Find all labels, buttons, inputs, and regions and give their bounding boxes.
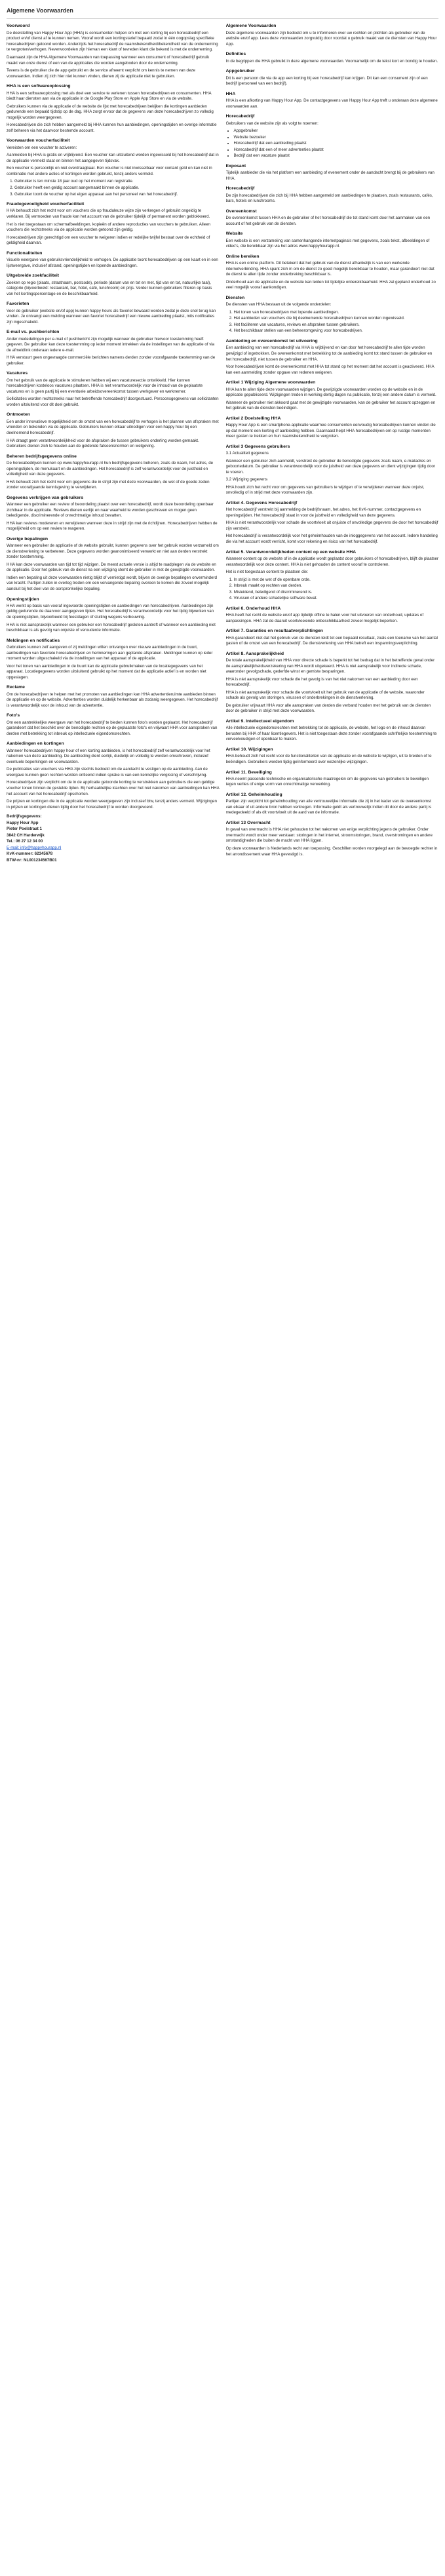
section-heading: Horecabedrijf bbox=[225, 186, 255, 191]
paragraph: Om een aantrekkelijke weergave van het horecabedrijf te bieden kunnen foto's worden geplaatst. Het horecabedrijf garandeert dat het beschikt over de benodigde rechten op de geplaatste foto's en vrijwaart HHA voor aanspraken van derden met betrekking tot inbreuk op intellectuele eigendomsrechten. bbox=[7, 720, 218, 736]
section bbox=[226, 163, 439, 182]
section-heading: Voorwoord bbox=[7, 24, 30, 29]
paragraph: Alle intellectuele eigendomsrechten met betrekking tot de applicatie, de website, het logo en de inhoud daarvan berusten bij HHA of haar licentiegevers. Het is niet toegestaan deze zonder voorafgaande schriftelijke toestemming te verveelvoudigen of openbaar te maken. bbox=[225, 726, 437, 742]
paragraph: HHA behoudt zich het recht voor om vouchers die op frauduleuze wijze zijn verkregen of gebruikt ongeldig te verklaren. Bij vermoeden van fraude kan het account van de gebruiker tijdelijk of permanent worden geblokkeerd. bbox=[7, 208, 210, 220]
section bbox=[226, 380, 439, 412]
paragraph: HHA is niet verantwoordelijk voor schade die voortvloeit uit onjuiste of onvolledige gegevens die door het horecabedrijf zijn verstrekt. bbox=[225, 520, 438, 531]
list-item: 2. Het aanbieden van vouchers die bij deelnemende horecabedrijven kunnen worden ingewisseld. bbox=[234, 316, 439, 322]
section-heading: Openingstijden bbox=[7, 596, 39, 602]
list-item: 1. Het tonen van horecabedrijven met lopende aanbiedingen. bbox=[234, 310, 439, 316]
paragraph: Deze algemene voorwaarden zijn bedoeld om u te informeren over uw rechten en plichten als gebruiker van de website en/of app. Lees deze voorwaarden zorgvuldig door voordat u gebruik maakt van de diensten van Happy Hour App. bbox=[225, 30, 437, 47]
section bbox=[226, 231, 439, 249]
company-detail-line: Happy Hour App bbox=[7, 820, 39, 825]
paragraph: In de begrippen die HHA gebruikt in deze algemene voorwaarden. Voornamelijk om de tekst kort en bondig te houden. bbox=[225, 58, 438, 64]
content-columns bbox=[7, 23, 438, 867]
section-heading: Favorieten bbox=[7, 302, 29, 307]
section-heading: E-mail vs. pushberichten bbox=[7, 330, 60, 335]
section bbox=[226, 68, 439, 87]
section bbox=[226, 747, 439, 765]
paragraph: Het horecabedrijf is verantwoordelijk voor het geheimhouden van de inloggegevens van het account. Iedere handeling die via het account wordt verricht, komt voor rekening en risico van het horecabedrijf. bbox=[225, 534, 438, 545]
list-item: 4. Virussen of andere schadelijke software bevat. bbox=[234, 596, 439, 602]
paragraph: Horecabedrijven zijn verplicht om de in de applicatie getoonde korting te verstrekken aan gebruikers die een geldige voucher tonen binnen de gestelde tijden. Bij herhaaldelijke klachten over het niet nakomen van aanbiedingen kan HHA het account van het horecabedrijf opschorten. bbox=[7, 780, 220, 796]
section bbox=[226, 51, 439, 64]
section bbox=[226, 295, 439, 334]
list-item: 2. Inbreuk maakt op rechten van derden. bbox=[234, 583, 439, 589]
list-item: • Bedrijf dat een vacature plaatst bbox=[234, 153, 439, 159]
section-heading: Overige bepalingen bbox=[7, 536, 48, 541]
paragraph: In geval van overmacht is HHA niet gehouden tot het nakomen van enige verplichting jegens de gebruiker. Onder overmacht wordt onder meer verstaan: storingen in het internet, stroomstoringen, brand, overstromingen en andere omstandigheden die buiten de macht van HHA liggen. bbox=[225, 827, 433, 844]
section bbox=[226, 820, 439, 857]
left-column bbox=[7, 23, 220, 867]
section-heading: Voorwaarden voucherfaciliteit bbox=[7, 138, 70, 144]
paragraph: De horecabedrijven kunnen op www.happyhourapp.nl hun bedrijfsgegevens beheren, zoals de naam, het adres, de openingstijden, de menukaart en de aanbiedingen. Het horecabedrijf is zelf verantwoordelijk voor de juistheid en volledigheid van deze gegevens. bbox=[7, 460, 214, 477]
paragraph: HHA verstuurt geen ongevraagde commerciële berichten namens derden zonder voorafgaande toestemming van de gebruiker. bbox=[7, 355, 216, 366]
paragraph: Zoeken op regio (plaats, straatnaam, postcode), periode (datum van en tot en met, tijd van en tot, natuurlijke taal), categorie (bijvoorbeeld: restaurant, bar, hotel, café, lunchroom) en prijs. Verder kunnen gebruikers filteren op basis van het kortingspercentage en de beschikbaarheid. bbox=[7, 280, 212, 296]
paragraph: De publicaties van vouchers via HHA zijn slechts bedoeld om de aandacht te vestigen op de aanbieding. Aan de weergave kunnen geen rechten worden ontleend indien sprake is van een kennelijke vergissing of verschrijving. bbox=[7, 767, 208, 777]
paragraph: HHA kan te allen tijde deze voorwaarden wijzigen. De gewijzigde voorwaarden worden op de website en in de applicatie gepubliceerd. Wijzigingen treden in werking dertig dagen na publicatie, tenzij een andere datum is vermeld. bbox=[225, 387, 436, 398]
paragraph: Ander mededelingen per e-mail of pushbericht zijn mogelijk wanneer de gebruiker hiervoor toestemming heeft gegeven. De gebruiker kan deze toestemming op ieder moment intrekken via de instellingen van de applicatie of via de afmeldlink onderaan iedere e-mail. bbox=[7, 336, 215, 353]
paragraph: Op deze voorwaarden is Nederlands recht van toepassing. Geschillen worden voorgelegd aan de bevoegde rechter in het arrondissement waar HHA gevestigd is. bbox=[225, 846, 438, 857]
paragraph: Gebruikers kunnen via de applicatie of de website de lijst met horecabedrijven bekijken die kortingen aanbieden gedurende een bepaald tijdstip op de dag. HHA zorgt ervoor dat de gegevens van deze horecabedrijven zo volledig mogelijk worden weergegeven. bbox=[7, 104, 214, 120]
paragraph: HHA neemt passende technische en organisatorische maatregelen om de gegevens van gebruikers te beveiligen tegen verlies of enige vorm van onrechtmatige verwerking. bbox=[225, 776, 429, 787]
list-item: • Horecabedrijf dat een aanbieding plaatst bbox=[234, 141, 439, 147]
section-heading: Artikel 4. Gegevens Horecabedrijf bbox=[225, 500, 298, 505]
section-heading: Diensten bbox=[225, 295, 245, 300]
section-heading: Exposant bbox=[225, 163, 246, 168]
section bbox=[226, 91, 439, 109]
company-detail-line: Pieter Poelstraat 1 bbox=[7, 827, 42, 832]
section bbox=[226, 338, 439, 376]
paragraph: Onderhoud aan de applicatie en de website kan leiden tot tijdelijke onbereikbaarheid. HHA zal gepland onderhoud zo veel mogelijk vooraf aankondigen. bbox=[225, 279, 436, 290]
section-heading: Beheren bedrijfsgegevens online bbox=[7, 454, 77, 459]
paragraph: Tevens is de gebruiker die de app gebruikt en de service afneemt verplicht om kennis te nemen van deze voorwaarden. Indien zij zich hier niet kunnen vinden, dienen zij de applicatie niet te gebruiken. bbox=[7, 68, 195, 79]
section bbox=[7, 412, 220, 449]
paragraph: De diensten van HHA bestaan uit de volgende onderdelen: bbox=[225, 302, 332, 307]
section-heading: HHA bbox=[225, 91, 236, 96]
paragraph: Indien een bepaling uit deze voorwaarden nietig blijkt of vernietigd wordt, blijven de overige bepalingen onverminderd van kracht. Partijen zullen in overleg treden om een vervangende bepaling overeen te komen die zoveel mogelijk aansluit bij het doel van de oorspronkelijke bepaling. bbox=[7, 575, 217, 592]
paragraph: De overeenkomst tussen HHA en de gebruiker of het horecabedrijf die tot stand komt door het aanmaken van een account of het gebruik van de diensten. bbox=[225, 216, 431, 226]
paragraph: HHA is niet aansprakelijk wanneer een gebruiker een horecabedrijf gesloten aantreft of wanneer een aanbieding niet beschikbaar is als gevolg van onjuiste of verouderde informatie. bbox=[7, 622, 216, 633]
section bbox=[226, 254, 439, 291]
paragraph: 3.2 Wijziging gegevens bbox=[225, 477, 268, 482]
section-heading: Overeenkomst bbox=[225, 208, 257, 214]
section bbox=[226, 606, 439, 624]
section-heading: Artikel 2 Doelstelling HHA bbox=[225, 416, 281, 421]
paragraph: Het is niet toegestaan om schermafbeeldingen, kopieën of andere reproducties van vouchers te gebruiken. Alleen vouchers die rechtstreeks via de applicatie worden getoond zijn geldig. bbox=[7, 222, 210, 233]
paragraph: HHA behoudt zich het recht voor om gegevens die in strijd zijn met deze voorwaarden, de wet of de goede zeden zonder voorafgaande kennisgeving te verwijderen. bbox=[7, 479, 210, 490]
section-heading: Meldingen en notificaties bbox=[7, 638, 60, 643]
section-heading: Artikel 8. Aansprakelijkheid bbox=[225, 651, 284, 656]
paragraph: Wanneer content op de website of in de applicatie wordt geplaatst door gebruikers of horecabedrijven, blijft de plaatser verantwoordelijk voor deze content. HHA is niet gehouden de content vooraf te controleren. bbox=[225, 556, 438, 567]
section bbox=[7, 596, 220, 634]
section bbox=[7, 250, 220, 269]
section bbox=[7, 741, 220, 810]
section-heading: Horecabedrijf bbox=[225, 114, 255, 119]
section bbox=[7, 23, 220, 79]
paragraph: HHA is een softwareoplossing met als doel een service te verlenen tussen horecabedrijven en consumenten. HHA biedt haar diensten aan via de applicatie in de Google Play Store en Apple App Store en via de website. bbox=[7, 90, 212, 102]
section bbox=[7, 638, 220, 681]
paragraph: Voor de gebruiker (website en/of app) kunnen happy hours als favoriet bewaard worden zodat je deze snel terug kan vinden. Je ontvangt een melding wanneer een favoriet horecabedrijf een nieuwe aanbieding plaatst, mits notificaties zijn ingeschakeld. bbox=[7, 308, 216, 324]
section bbox=[7, 454, 220, 491]
section-heading: Gegevens verkrijgen van gebruikers bbox=[7, 495, 84, 500]
paragraph: Wanneer een gebruiker een review of beoordeling plaatst over een horecabedrijf, wordt deze beoordeling openbaar zichtbaar in de applicatie. Reviews dienen eerlijk en naar waarheid te worden geschreven en mogen geen beledigende, discriminerende of onrechtmatige inhoud bevatten. bbox=[7, 502, 214, 518]
list-item: 1. Gebruiker is ten minste 18 jaar oud op het moment van registratie. bbox=[14, 179, 220, 185]
section bbox=[226, 549, 439, 602]
paragraph: Voor het tonen van aanbiedingen in de buurt kan de applicatie gebruikmaken van de locatiegegevens van het apparaat. Locatiegegevens worden uitsluitend gebruikt op het moment dat de applicatie actief is en worden niet opgeslagen. bbox=[7, 663, 206, 680]
numbered-list bbox=[7, 179, 220, 197]
paragraph: Daarnaast zijn de HHA Algemene Voorwaarden van toepassing wanneer een consument of horecabedrijf gebruik maakt van onze dienst of een van de applicaties die worden aangeboden door de onderneming. bbox=[7, 54, 210, 66]
section-heading: Aanbieding en overeenkomst tot uitvoering bbox=[225, 339, 318, 344]
section-heading: Aanbiedingen en kortingen bbox=[7, 741, 64, 747]
section bbox=[7, 495, 220, 532]
paragraph: Gebruikers kunnen zelf aangeven of zij meldingen willen ontvangen over nieuwe aanbiedingen in de buurt, aanbiedingen van favoriete horecabedrijven en herinneringen aan geplande afspraken. Meldingen kunnen op ieder moment worden uitgeschakeld via de instellingen van het apparaat of de applicatie. bbox=[7, 645, 213, 661]
paragraph: Wanneer horecabedrijven happy hour of een korting aanbieden, is het horecabedrijf zelf verantwoordelijk voor het nakomen van deze aanbieding. De aanbieding dient eerlijk, duidelijk en volledig te worden omschreven, inclusief eventuele beperkingen en voorwaarden. bbox=[7, 748, 210, 764]
section bbox=[226, 444, 439, 496]
paragraph: Partijen zijn verplicht tot geheimhouding van alle vertrouwelijke informatie die zij in het kader van de overeenkomst van elkaar of uit andere bron hebben verkregen. Informatie geldt als vertrouwelijk indien dit door de andere partij is medegedeeld of als dit voortvloeit uit de aard van de informatie. bbox=[225, 799, 432, 815]
paragraph: 3.1 Actualiteit gegevens bbox=[225, 451, 269, 456]
section-heading: Artikel 3 Gegevens gebruikers bbox=[225, 444, 290, 449]
page-title: Algemene Voorwaarden bbox=[7, 7, 73, 14]
company-details-title: Bedrijfsgegevens: bbox=[7, 814, 42, 819]
paragraph: HHA is een online platform. Dit betekent dat het gebruik van de dienst afhankelijk is van een werkende internetverbinding. HHA spant zich in om de dienst zo goed mogelijk bereikbaar te houden, maar garandeert niet dat de dienst te allen tijde zonder onderbreking beschikbaar is. bbox=[225, 261, 435, 277]
paragraph: Een ander innovatieve mogelijkheid om de omzet van een horecabedrijf te verhogen is het plannen van afspraken met vrienden en bekenden via de applicatie. Gebruikers kunnen elkaar uitnodigen voor een happy hour bij een deelnemend horecabedrijf. bbox=[7, 419, 219, 435]
section-heading: Artikel 10. Wijzigingen bbox=[225, 747, 273, 752]
section bbox=[226, 208, 439, 227]
paragraph: Voor horecabedrijven komt de overeenkomst met HHA tot stand op het moment dat het account is geactiveerd. HHA kan een aanmelding zonder opgave van redenen weigeren. bbox=[225, 364, 435, 375]
bullet-list bbox=[226, 128, 439, 159]
paragraph: Wanneer een gebruiker zich aanmeldt, verstrekt de gebruiker de benodigde gegevens zoals naam, e-mailadres en geboortedatum. De gebruiker is verantwoordelijk voor de juistheid van deze gegevens en dient wijzigingen tijdig door te voeren. bbox=[225, 458, 436, 475]
section-heading: Artikel 9. Intellectueel eigendom bbox=[225, 719, 294, 724]
paragraph: Vereisten om een voucher te activeren: bbox=[7, 145, 77, 150]
paragraph: HHA werkt op basis van vooraf ingevoerde openingstijden en aanbiedingen van horecabedrijven. Aanbiedingen zijn geldig gedurende de daarvoor aangegeven tijden. Het horecabedrijf is verantwoordelijk voor het tijdig bijwerken van de openingstijden, bijvoorbeeld bij feestdagen of sluiting wegens verbouwing. bbox=[7, 603, 214, 620]
paragraph: Het is niet toegestaan content te plaatsen die: bbox=[225, 570, 309, 575]
paragraph: HHA draagt geen verantwoordelijkheid voor de afspraken die tussen gebruikers onderling worden gemaakt. Gebruikers dienen zich te houden aan de geldende fatsoensnormen en wetgeving. bbox=[7, 438, 199, 449]
section bbox=[226, 500, 439, 545]
section-heading: Foto's bbox=[7, 713, 20, 718]
paragraph: De prijzen en kortingen die in de applicatie worden weergegeven zijn inclusief btw, tenzij anders vermeld. Wijzigingen in prijzen en kortingen dienen tijdig door het horecabedrijf te worden doorgevoerd. bbox=[7, 799, 217, 810]
section-heading: Artikel 13 Overmacht bbox=[225, 820, 271, 825]
paragraph: Een website is een verzameling van samenhangende internetpagina's met gegevens, zoals tekst, afbeeldingen of video's, die bereikbaar zijn via het adres www.happyhourapp.nl. bbox=[225, 238, 430, 249]
paragraph: Dit is een persoon die via de app een korting bij een horecabedrijf kan krijgen. Dit kan een consument zijn of een bedrijf (personeel van een bedrijf). bbox=[225, 75, 428, 87]
paragraph: HHA kan reviews modereren en verwijderen wanneer deze in strijd zijn met de richtlijnen. Horecabedrijven hebben de mogelijkheid om op een review te reageren. bbox=[7, 520, 218, 532]
company-detail-line: Tel.: 06 27 12 34 00 bbox=[7, 839, 43, 844]
list-item: • Website bezoeker bbox=[234, 135, 439, 141]
paragraph: HHA behoudt zich het recht voor de functionaliteiten van de applicatie en de website te wijzigen, uit te breiden of te beëindigen. Gebruikers worden tijdig geïnformeerd over wezenlijke wijzigingen. bbox=[225, 754, 432, 764]
paragraph: Sollicitaties worden rechtstreeks naar het betreffende horecabedrijf doorgestuurd. Persoonsgegevens van sollicitanten worden uitsluitend voor dit doel gebruikt. bbox=[7, 397, 219, 407]
section-heading: Artikel 7. Garanties en resultaatverplichtingen bbox=[225, 629, 323, 634]
section bbox=[7, 370, 220, 408]
numbered-list bbox=[226, 577, 439, 602]
section-heading: Artikel 11. Beveiliging bbox=[225, 770, 272, 775]
section bbox=[226, 185, 439, 204]
paragraph: Wanneer de gebruiker niet akkoord gaat met de gewijzigde voorwaarden, kan de gebruiker het account opzeggen en het gebruik van de diensten beëindigen. bbox=[225, 400, 436, 411]
section-heading: Uitgebreide zoekfaciliteit bbox=[7, 273, 60, 279]
section bbox=[226, 651, 439, 714]
section bbox=[7, 138, 220, 197]
section bbox=[7, 536, 220, 593]
section bbox=[7, 83, 220, 134]
section-heading: Artikel 1 Wijziging Algemene voorwaarden bbox=[225, 380, 316, 385]
list-item: 3. Het faciliteren van vacatures, reviews en afspraken tussen gebruikers. bbox=[234, 322, 439, 328]
section bbox=[7, 301, 220, 325]
section-heading: Fraudegevoeligheid voucherfaciliteit bbox=[7, 202, 85, 207]
section bbox=[226, 23, 439, 47]
section bbox=[7, 712, 220, 737]
paragraph: De doelstelling van Happy Hour App (HHA) is consumenten helpen om met een korting bij een horecabedrijf een product en/of dienst af te kunnen nemen. Vooraf wordt een kortingstarief bepaald zodat in één oogopslag specifieke horecabedrijven getoond worden. Anderzijds het horecabedrijf de naamsbekendheid/bekendheid van de onderneming te vergroten/verhogen. Nevenvoordelen zijn hiervan een klant of tevreden klant die bekend is met de onderneming. bbox=[7, 30, 218, 52]
list-item: 3. Misleidend, beledigend of discriminerend is. bbox=[234, 590, 439, 596]
paragraph: Horecabedrijven die zich hebben aangemeld bij HHA kunnen hun aanbiedingen, openingstijden en overige informatie zelf beheren via het daarvoor bestemde account. bbox=[7, 123, 217, 133]
section bbox=[226, 113, 439, 159]
page-header bbox=[7, 7, 438, 19]
paragraph: Het horecabedrijf verstrekt bij aanmelding de bedrijfsnaam, het adres, het KvK-nummer, contactgegevens en openingstijden. Het horecabedrijf staat in voor de juistheid en volledigheid van deze gegevens. bbox=[225, 507, 421, 518]
paragraph: HHA is niet aansprakelijk voor schade die voortvloeit uit het gebruik van de applicatie of de website, waaronder schade als gevolg van storingen, virussen of onderbrekingen in de dienstverlening. bbox=[225, 690, 425, 701]
section-heading: Artikel 12. Geheimhouding bbox=[225, 792, 282, 797]
paragraph: Om het gebruik van de applicatie te stimuleren hebben wij een vacaturesectie ontwikkeld. Hier kunnen horecabedrijven kosteloos vacatures plaatsen. HHA is niet verantwoordelijk voor de inhoud van de geplaatste vacatures en is geen partij bij een eventuele arbeidsovereenkomst tussen werkgever en werknemer. bbox=[7, 378, 203, 394]
paragraph: Gebruikers van de website zijn als volgt te noemen: bbox=[225, 121, 319, 126]
section-heading: Website bbox=[225, 231, 243, 237]
company-details bbox=[7, 814, 220, 863]
list-item: 2. Gebruiker heeft een geldig account aangemaakt binnen de applicatie. bbox=[14, 185, 220, 191]
company-detail-line: KvK-nummer: 62345678 bbox=[7, 851, 53, 857]
section bbox=[226, 718, 439, 743]
section-heading: Reclame bbox=[7, 685, 25, 690]
section-heading: Online bereiken bbox=[225, 254, 260, 259]
section bbox=[226, 792, 439, 816]
list-item: 3. Gebruiker toont de voucher op het eigen apparaat aan het personeel van het horecabedrijf. bbox=[14, 192, 220, 198]
paragraph: HHA garandeert niet dat het gebruik van de diensten leidt tot een bepaald resultaat, zoals een toename van het aantal gasten of de omzet van een horecabedrijf. De dienstverlening van HHA betreft een inspanningsverplichting. bbox=[225, 635, 438, 646]
paragraph: De gebruiker vrijwaart HHA voor alle aanspraken van derden die verband houden met het gebruik van de diensten door de gebruiker in strijd met deze voorwaarden. bbox=[225, 703, 431, 714]
section bbox=[7, 684, 220, 709]
section bbox=[226, 770, 439, 788]
paragraph: Een aanbieding van een horecabedrijf via HHA is vrijblijvend en kan door het horecabedrijf te allen tijde worden gewijzigd of ingetrokken. De overeenkomst met betrekking tot de aanbieding komt tot stand tussen de gebruiker en het horecabedrijf, niet tussen de gebruiker en HHA. bbox=[225, 345, 433, 362]
company-detail-line: BTW-nr: NL001234567B01 bbox=[7, 858, 57, 863]
section-heading: HHA is een softwareoplossing bbox=[7, 84, 71, 89]
paragraph: HHA is niet aansprakelijk voor schade die het gevolg is van het niet nakomen van een aanbieding door een horecabedrijf. bbox=[225, 676, 418, 688]
list-item: • Appgebruiker bbox=[234, 128, 439, 134]
section-heading: Functionaliteiten bbox=[7, 250, 43, 256]
paragraph: De zijn horecabedrijven die zich bij HHA hebben aangemeld om aanbiedingen te plaatsen, zoals restaurants, cafés, bars, hotels en lunchrooms. bbox=[225, 193, 433, 204]
section-heading: Vacatures bbox=[7, 371, 28, 376]
section bbox=[226, 628, 439, 646]
list-item: 4. Het beschikbaar stellen van een beheeromgeving voor horecabedrijven. bbox=[234, 328, 439, 334]
paragraph: HHA heeft het recht de website en/of app tijdelijk offline te halen voor het uitvoeren van onderhoud, updates of aanpassingen. HHA zal de daaruit voortvloeiende onbeschikbaarheid zoveel mogelijk beperken. bbox=[225, 613, 424, 623]
section-heading: Artikel 5. Verantwoordelijkheden content op een website HHA bbox=[225, 549, 357, 555]
email-link[interactable]: E-mail: info@happyhourapp.nl bbox=[7, 845, 62, 850]
section bbox=[226, 416, 439, 440]
section-heading: Ontmoeten bbox=[7, 412, 30, 418]
section-heading: Definities bbox=[225, 52, 246, 57]
section bbox=[7, 201, 220, 246]
paragraph: Een voucher is persoonlijk en niet overdraagbaar. Een voucher is niet inwisselbaar voor contant geld en kan niet in combinatie met andere acties of kortingen worden gebruikt, tenzij anders vermeld. bbox=[7, 166, 212, 176]
company-detail-line: 3842 CH Harderwijk bbox=[7, 832, 45, 838]
paragraph: De totale aansprakelijkheid van HHA voor directe schade is beperkt tot het bedrag dat in het betreffende geval onder de aansprakelijkheidsverzekering van HHA wordt uitgekeerd. HHA is niet aansprakelijk voor indirecte schade, waaronder gevolgschade, gederfde winst en gemiste besparingen. bbox=[225, 658, 435, 674]
section bbox=[7, 273, 220, 297]
paragraph: HHA is een afkorting van Happy Hour App. De contactgegevens van Happy Hour App treft u onderaan deze algemene voorwaarden aan. bbox=[225, 98, 438, 109]
paragraph: Happy Hour App is een smartphone-applicatie waarmee consumenten eenvoudig horecabedrijven kunnen vinden die op dat moment een korting of aanbieding hebben. Daarnaast helpt HHA horecabedrijven om op rustige momenten meer gasten te trekken en hun naamsbekendheid te vergroten. bbox=[225, 423, 436, 439]
section-heading: Appgebruiker bbox=[225, 69, 255, 74]
paragraph: HHA houdt zich het recht voor om gegevens van gebruikers te wijzigen of te verwijderen wanneer deze onjuist, onvolledig of in strijd met deze voorwaarden zijn. bbox=[225, 484, 425, 496]
right-column bbox=[226, 23, 439, 861]
paragraph: HHA kan deze voorwaarden van tijd tot tijd wijzigen. De meest actuele versie is altijd te raadplegen via de website en de applicatie. Door het gebruik van de dienst na een wijziging stemt de gebruiker in met de gewijzigde voorwaarden. bbox=[7, 562, 216, 573]
paragraph: Wanneer een gebruiker de applicatie of de website gebruikt, kunnen gegevens over het gebruik worden verzameld om de dienstverlening te verbeteren. Deze gegevens worden geanonimiseerd verwerkt en niet aan derden verstrekt zonder toestemming. bbox=[7, 543, 219, 560]
section bbox=[7, 329, 220, 366]
paragraph: Aanmelden bij HHA is gratis en vrijblijvend. Een voucher kan uitsluitend worden ingewisseld bij het horecabedrijf dat in de applicatie vermeld staat en binnen het aangegeven tijdsvak. bbox=[7, 153, 219, 163]
paragraph: Tijdelijk aanbieder die via het platform een aanbieding of evenement onder de aandacht brengt bij de gebruikers van HHA. bbox=[225, 170, 435, 181]
list-item: • Horecabedrijf dat een of meer advertenties plaatst bbox=[234, 147, 439, 153]
paragraph: Visuele weergave van gebruiksvriendelijkheid te verhogen. De applicatie toont horecabedrijven op een kaart en in een lijstweergave, inclusief afstand, openingstijden en lopende aanbiedingen. bbox=[7, 258, 218, 268]
numbered-list bbox=[226, 310, 439, 334]
paragraph: Om de horecabedrijven te helpen met het promoten van aanbiedingen kan HHA advertentieruimte aanbieden binnen de applicatie en op de website. Advertenties worden duidelijk herkenbaar als zodanig weergegeven. Het horecabedrijf is verantwoordelijk voor de inhoud van de advertentie. bbox=[7, 692, 218, 708]
list-item: 1. In strijd is met de wet of de openbare orde. bbox=[234, 577, 439, 583]
paragraph: Horecabedrijven zijn gerechtigd om een voucher te weigeren indien er redelijke twijfel bestaat over de echtheid of geldigheid daarvan. bbox=[7, 235, 210, 246]
section-heading: Artikel 6. Onderhoud HHA bbox=[225, 606, 281, 611]
section-heading: Algemene Voorwaarden bbox=[225, 24, 277, 29]
